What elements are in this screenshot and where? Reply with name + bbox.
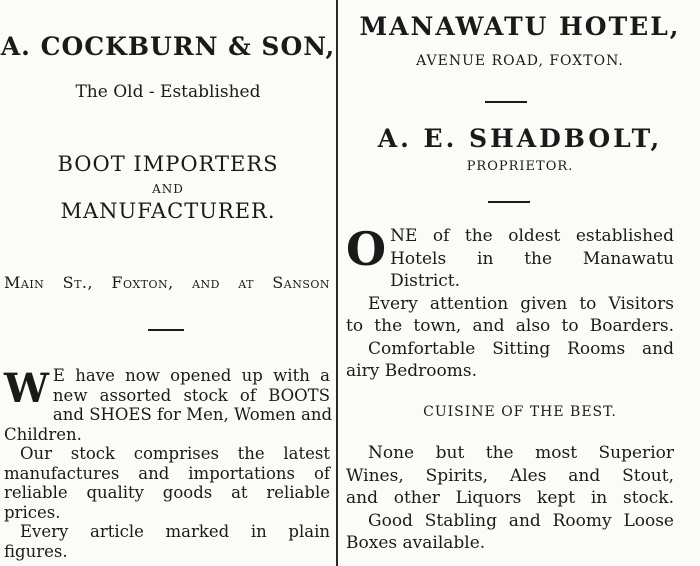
hotel-line: District. [390, 271, 461, 291]
ad-line: and SHOES for Men, Women and [52, 405, 333, 424]
ad-line: new assorted stock of BOOTS [52, 385, 330, 405]
firm-name: A. COCKBURN & SON, [0, 32, 336, 61]
ad-line: prices. [4, 502, 61, 522]
trade-line-2: MANUFACTURER. [60, 199, 276, 223]
ad-line: Children. [4, 424, 82, 444]
hotel-line: to the town, and also to Boarders. [346, 316, 674, 336]
ad-line: Our stock comprises the latest [20, 444, 330, 463]
hotel-body [346, 222, 674, 383]
hotel-body-2 [346, 442, 674, 555]
hotel-line: Every attention given to Visitors [368, 293, 674, 314]
ad-line: E have now opened up with a [52, 366, 330, 385]
hotel-line: None but the most Superior [368, 443, 674, 463]
trade-and: AND [152, 182, 184, 196]
ad-line: manufactures and importations of [4, 463, 330, 483]
ad-line: figures. [4, 541, 68, 561]
hotel-line: and other Liquors kept in stock. [346, 488, 674, 508]
separator-rule [148, 329, 184, 331]
hotel-line: Good Stabling and Roomy Loose [368, 510, 674, 531]
proprietor-name: A. E. SHADBOLT, [377, 124, 663, 153]
ad-line: reliable quality goods at reliable [4, 483, 330, 502]
cockburn-advertisement [0, 0, 336, 566]
hotel-line: Wines, Spirits, Ales and Stout, [346, 465, 674, 486]
drop-cap: O [346, 222, 387, 276]
hotel-line: airy Bedrooms. [346, 361, 477, 381]
cuisine-heading: CUISINE OF THE BEST. [423, 404, 617, 420]
address: Main St., Foxton, and at Sanson [4, 273, 330, 292]
drop-cap: W [4, 365, 49, 412]
proprietor-title: PROPRIETOR. [466, 159, 574, 174]
ad-body [4, 365, 333, 561]
hotel-name: MANAWATU HOTEL, [359, 12, 681, 41]
hotel-line: Hotels in the Manawatu [390, 248, 674, 269]
separator-rule [485, 101, 527, 103]
manawatu-hotel-advertisement [340, 0, 700, 566]
tagline: The Old - Established [75, 82, 261, 102]
hotel-line: Comfortable Sitting Rooms and [368, 338, 674, 359]
ad-line: Every article marked in plain [20, 522, 330, 541]
hotel-line: NE of the oldest established [390, 226, 674, 246]
trade-line-1: BOOT IMPORTERS [57, 152, 279, 176]
hotel-line: Boxes available. [346, 533, 486, 553]
separator-rule [488, 201, 530, 203]
column-divider [336, 0, 338, 566]
hotel-address: AVENUE ROAD, FOXTON. [416, 53, 624, 69]
